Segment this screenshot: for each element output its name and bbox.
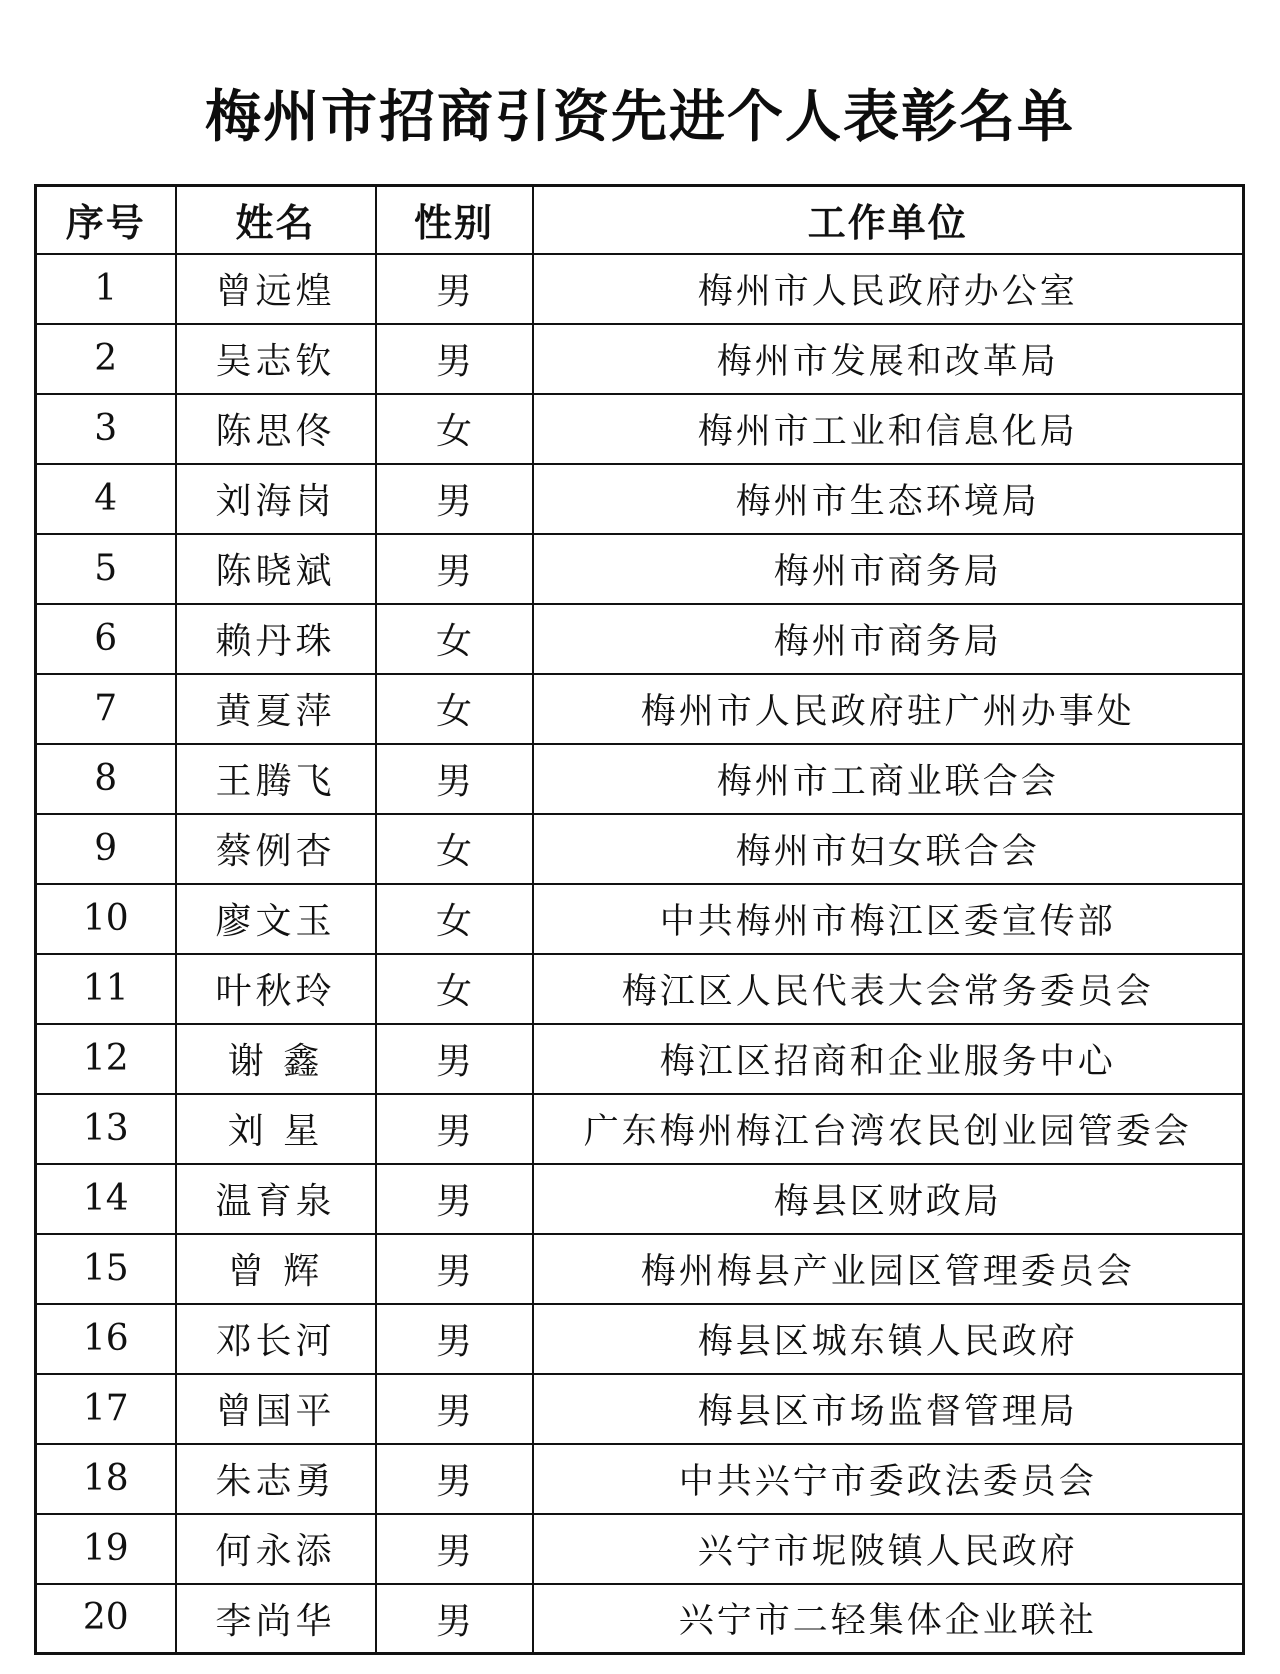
work-unit: 梅州市人民政府办公室 [533, 254, 1244, 324]
work-unit: 梅州市商务局 [533, 604, 1244, 674]
person-name: 邓长河 [176, 1304, 376, 1374]
row-number: 3 [36, 394, 176, 464]
person-gender: 男 [376, 744, 533, 814]
work-unit: 梅州市工商业联合会 [533, 744, 1244, 814]
person-name: 蔡例杏 [176, 814, 376, 884]
row-number: 19 [36, 1514, 176, 1584]
person-name: 廖文玉 [176, 884, 376, 954]
work-unit: 兴宁市二轻集体企业联社 [533, 1584, 1244, 1654]
person-name: 温育泉 [176, 1164, 376, 1234]
work-unit: 梅江区招商和企业服务中心 [533, 1024, 1244, 1094]
table-row [36, 1374, 1244, 1444]
person-name: 叶秋玲 [176, 954, 376, 1024]
work-unit: 兴宁市坭陂镇人民政府 [533, 1514, 1244, 1584]
person-gender: 男 [376, 534, 533, 604]
row-number: 6 [36, 604, 176, 674]
row-number: 13 [36, 1094, 176, 1164]
person-name: 刘海岗 [176, 464, 376, 534]
work-unit: 梅州市发展和改革局 [533, 324, 1244, 394]
person-gender: 女 [376, 604, 533, 674]
row-number: 16 [36, 1304, 176, 1374]
row-number: 10 [36, 884, 176, 954]
page-title: 梅州市招商引资先进个人表彰名单 [205, 85, 1075, 150]
row-number: 2 [36, 324, 176, 394]
person-gender: 女 [376, 674, 533, 744]
person-gender: 男 [376, 1584, 533, 1654]
row-number: 1 [36, 254, 176, 324]
person-name: 曾远煌 [176, 254, 376, 324]
table-row [36, 254, 1244, 324]
work-unit: 梅县区市场监督管理局 [533, 1374, 1244, 1444]
row-number: 9 [36, 814, 176, 884]
person-gender: 男 [376, 1024, 533, 1094]
work-unit: 梅县区财政局 [533, 1164, 1244, 1234]
work-unit: 广东梅州梅江台湾农民创业园管委会 [533, 1094, 1244, 1164]
work-unit: 中共兴宁市委政法委员会 [533, 1444, 1244, 1514]
person-gender: 男 [376, 254, 533, 324]
table-row [36, 884, 1244, 954]
person-name: 陈晓斌 [176, 534, 376, 604]
table-row [36, 1444, 1244, 1514]
table-row [36, 1094, 1244, 1164]
table-row [36, 604, 1244, 674]
work-unit: 梅州梅县产业园区管理委员会 [533, 1234, 1244, 1304]
person-gender: 男 [376, 1234, 533, 1304]
row-number: 20 [36, 1584, 176, 1654]
person-gender: 男 [376, 1514, 533, 1584]
row-number: 5 [36, 534, 176, 604]
row-number: 15 [36, 1234, 176, 1304]
row-number: 8 [36, 744, 176, 814]
person-name: 曾 辉 [176, 1234, 376, 1304]
row-number: 14 [36, 1164, 176, 1234]
work-unit: 梅江区人民代表大会常务委员会 [533, 954, 1244, 1024]
work-unit: 梅州市人民政府驻广州办事处 [533, 674, 1244, 744]
table-row [36, 394, 1244, 464]
table-row [36, 324, 1244, 394]
table-row [36, 744, 1244, 814]
row-number: 12 [36, 1024, 176, 1094]
table-row [36, 1164, 1244, 1234]
person-name: 李尚华 [176, 1584, 376, 1654]
table-row [36, 1584, 1244, 1654]
row-number: 11 [36, 954, 176, 1024]
table-row [36, 534, 1244, 604]
header-number: 序号 [36, 186, 176, 254]
person-name: 朱志勇 [176, 1444, 376, 1514]
header-work-unit: 工作单位 [533, 186, 1244, 254]
person-gender: 男 [376, 464, 533, 534]
person-gender: 男 [376, 1444, 533, 1514]
work-unit: 梅州市工业和信息化局 [533, 394, 1244, 464]
work-unit: 梅县区城东镇人民政府 [533, 1304, 1244, 1374]
header-name: 姓名 [176, 186, 376, 254]
header-gender: 性别 [376, 186, 533, 254]
person-name: 吴志钦 [176, 324, 376, 394]
row-number: 17 [36, 1374, 176, 1444]
work-unit: 中共梅州市梅江区委宣传部 [533, 884, 1244, 954]
table-row [36, 814, 1244, 884]
table-row [36, 954, 1244, 1024]
table-row [36, 1024, 1244, 1094]
person-name: 王腾飞 [176, 744, 376, 814]
person-name: 曾国平 [176, 1374, 376, 1444]
person-name: 黄夏萍 [176, 674, 376, 744]
row-number: 4 [36, 464, 176, 534]
honor-roll-table [34, 184, 1245, 1655]
person-gender: 女 [376, 884, 533, 954]
table-row [36, 1514, 1244, 1584]
person-gender: 男 [376, 1094, 533, 1164]
table-row [36, 674, 1244, 744]
table-body [36, 254, 1244, 1654]
person-gender: 女 [376, 394, 533, 464]
person-name: 赖丹珠 [176, 604, 376, 674]
person-gender: 男 [376, 1304, 533, 1374]
table-row [36, 1234, 1244, 1304]
person-gender: 女 [376, 814, 533, 884]
table-row [36, 1304, 1244, 1374]
person-name: 谢 鑫 [176, 1024, 376, 1094]
person-gender: 男 [376, 1374, 533, 1444]
row-number: 18 [36, 1444, 176, 1514]
row-number: 7 [36, 674, 176, 744]
person-name: 何永添 [176, 1514, 376, 1584]
table-header-row [36, 186, 1244, 254]
person-gender: 女 [376, 954, 533, 1024]
person-gender: 男 [376, 1164, 533, 1234]
work-unit: 梅州市妇女联合会 [533, 814, 1244, 884]
work-unit: 梅州市商务局 [533, 534, 1244, 604]
person-gender: 男 [376, 324, 533, 394]
person-name: 陈思佟 [176, 394, 376, 464]
person-name: 刘 星 [176, 1094, 376, 1164]
table-row [36, 464, 1244, 534]
work-unit: 梅州市生态环境局 [533, 464, 1244, 534]
